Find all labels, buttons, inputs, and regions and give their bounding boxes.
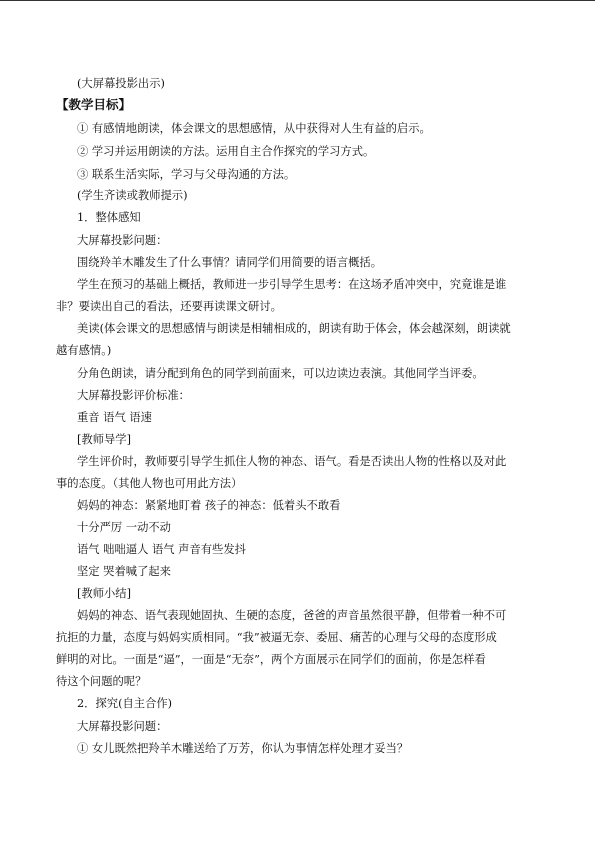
label-line: [教师小结] (77, 587, 132, 600)
text-line: 非？要读出自己的看法，还要再读课文研讨。 (56, 300, 282, 313)
subsection-heading: 2．探究(自主合作) (77, 697, 173, 710)
text-line: 语气 咄咄逼人 语气 声音有些发抖 (77, 543, 246, 556)
objective-item: ③ 联系生活实际，学习与父母沟通的方法。 (77, 168, 296, 181)
objective-item: ① 有感情地朗读，体会课文的思想感情，从中获得对人生有益的启示。 (77, 122, 431, 135)
text-line: 妈妈的神态、语气表现她固执、生硬的态度，爸爸的声音虽然很平静，但带着一种不可 (77, 609, 507, 622)
text-line: 十分严厉 一动不动 (77, 521, 171, 534)
text-line: (大屏幕投影出示) (77, 77, 165, 90)
text-line: 越有感情。) (56, 344, 112, 357)
text-line: 学生在预习的基础上概括，教师进一步引导学生思考：在这场矛盾冲突中，究竟谁是谁 (77, 278, 507, 291)
text-line: 抗拒的力量，态度与妈妈实质相同。“我”被逼无奈、委屈、痛苦的心理与父母的态度形成 (56, 631, 497, 644)
text-line: 围绕羚羊木雕发生了什么事情？请同学们用简要的语言概括。 (77, 256, 383, 269)
objective-item: ② 学习并运用朗读的方法。运用自主合作探究的学习方式。 (77, 145, 375, 158)
text-line: ① 女儿既然把羚羊木雕送给了万芳，你认为事情怎样处理才妥当？ (77, 742, 409, 755)
text-line: (学生齐读或教师提示) (77, 189, 188, 202)
text-line: 大屏幕投影问题： (77, 234, 168, 247)
text-line: 分角色朗读，请分配到角色的同学到前面来，可以边读边表演。其他同学当评委。 (77, 367, 484, 380)
text-line: 重音 语气 语速 (77, 411, 152, 424)
text-line: 妈妈的神态：紧紧地盯着 孩子的神态：低着头不敢看 (77, 499, 341, 512)
text-line: 学生评价时，教师要引导学生抓住人物的神态、语气。看是否读出人物的性格以及对此 (77, 455, 507, 468)
text-line: 事的态度。（其他人物也可用此方法） (56, 477, 243, 490)
text-line: 待这个问题的呢？ (56, 675, 147, 688)
text-line: 大屏幕投影评价标准： (77, 389, 190, 402)
text-line: 鲜明的对比。一面是“逼”，一面是“无奈”，两个方面展示在同学们的面前，你是怎样看 (56, 653, 486, 666)
section-heading: 【教学目标】 (56, 97, 132, 112)
subsection-heading: 1．整体感知 (77, 211, 141, 224)
text-line: 大屏幕投影问题： (77, 720, 168, 733)
page-top-border (0, 0, 595, 1)
text-line: 坚定 哭着喊了起来 (77, 565, 171, 578)
text-line: 美读(体会课文的思想感情与朗读是相辅相成的，朗读有助于体会，体会越深刻，朗读就 (77, 322, 511, 335)
label-line: [教师导学] (77, 433, 132, 446)
